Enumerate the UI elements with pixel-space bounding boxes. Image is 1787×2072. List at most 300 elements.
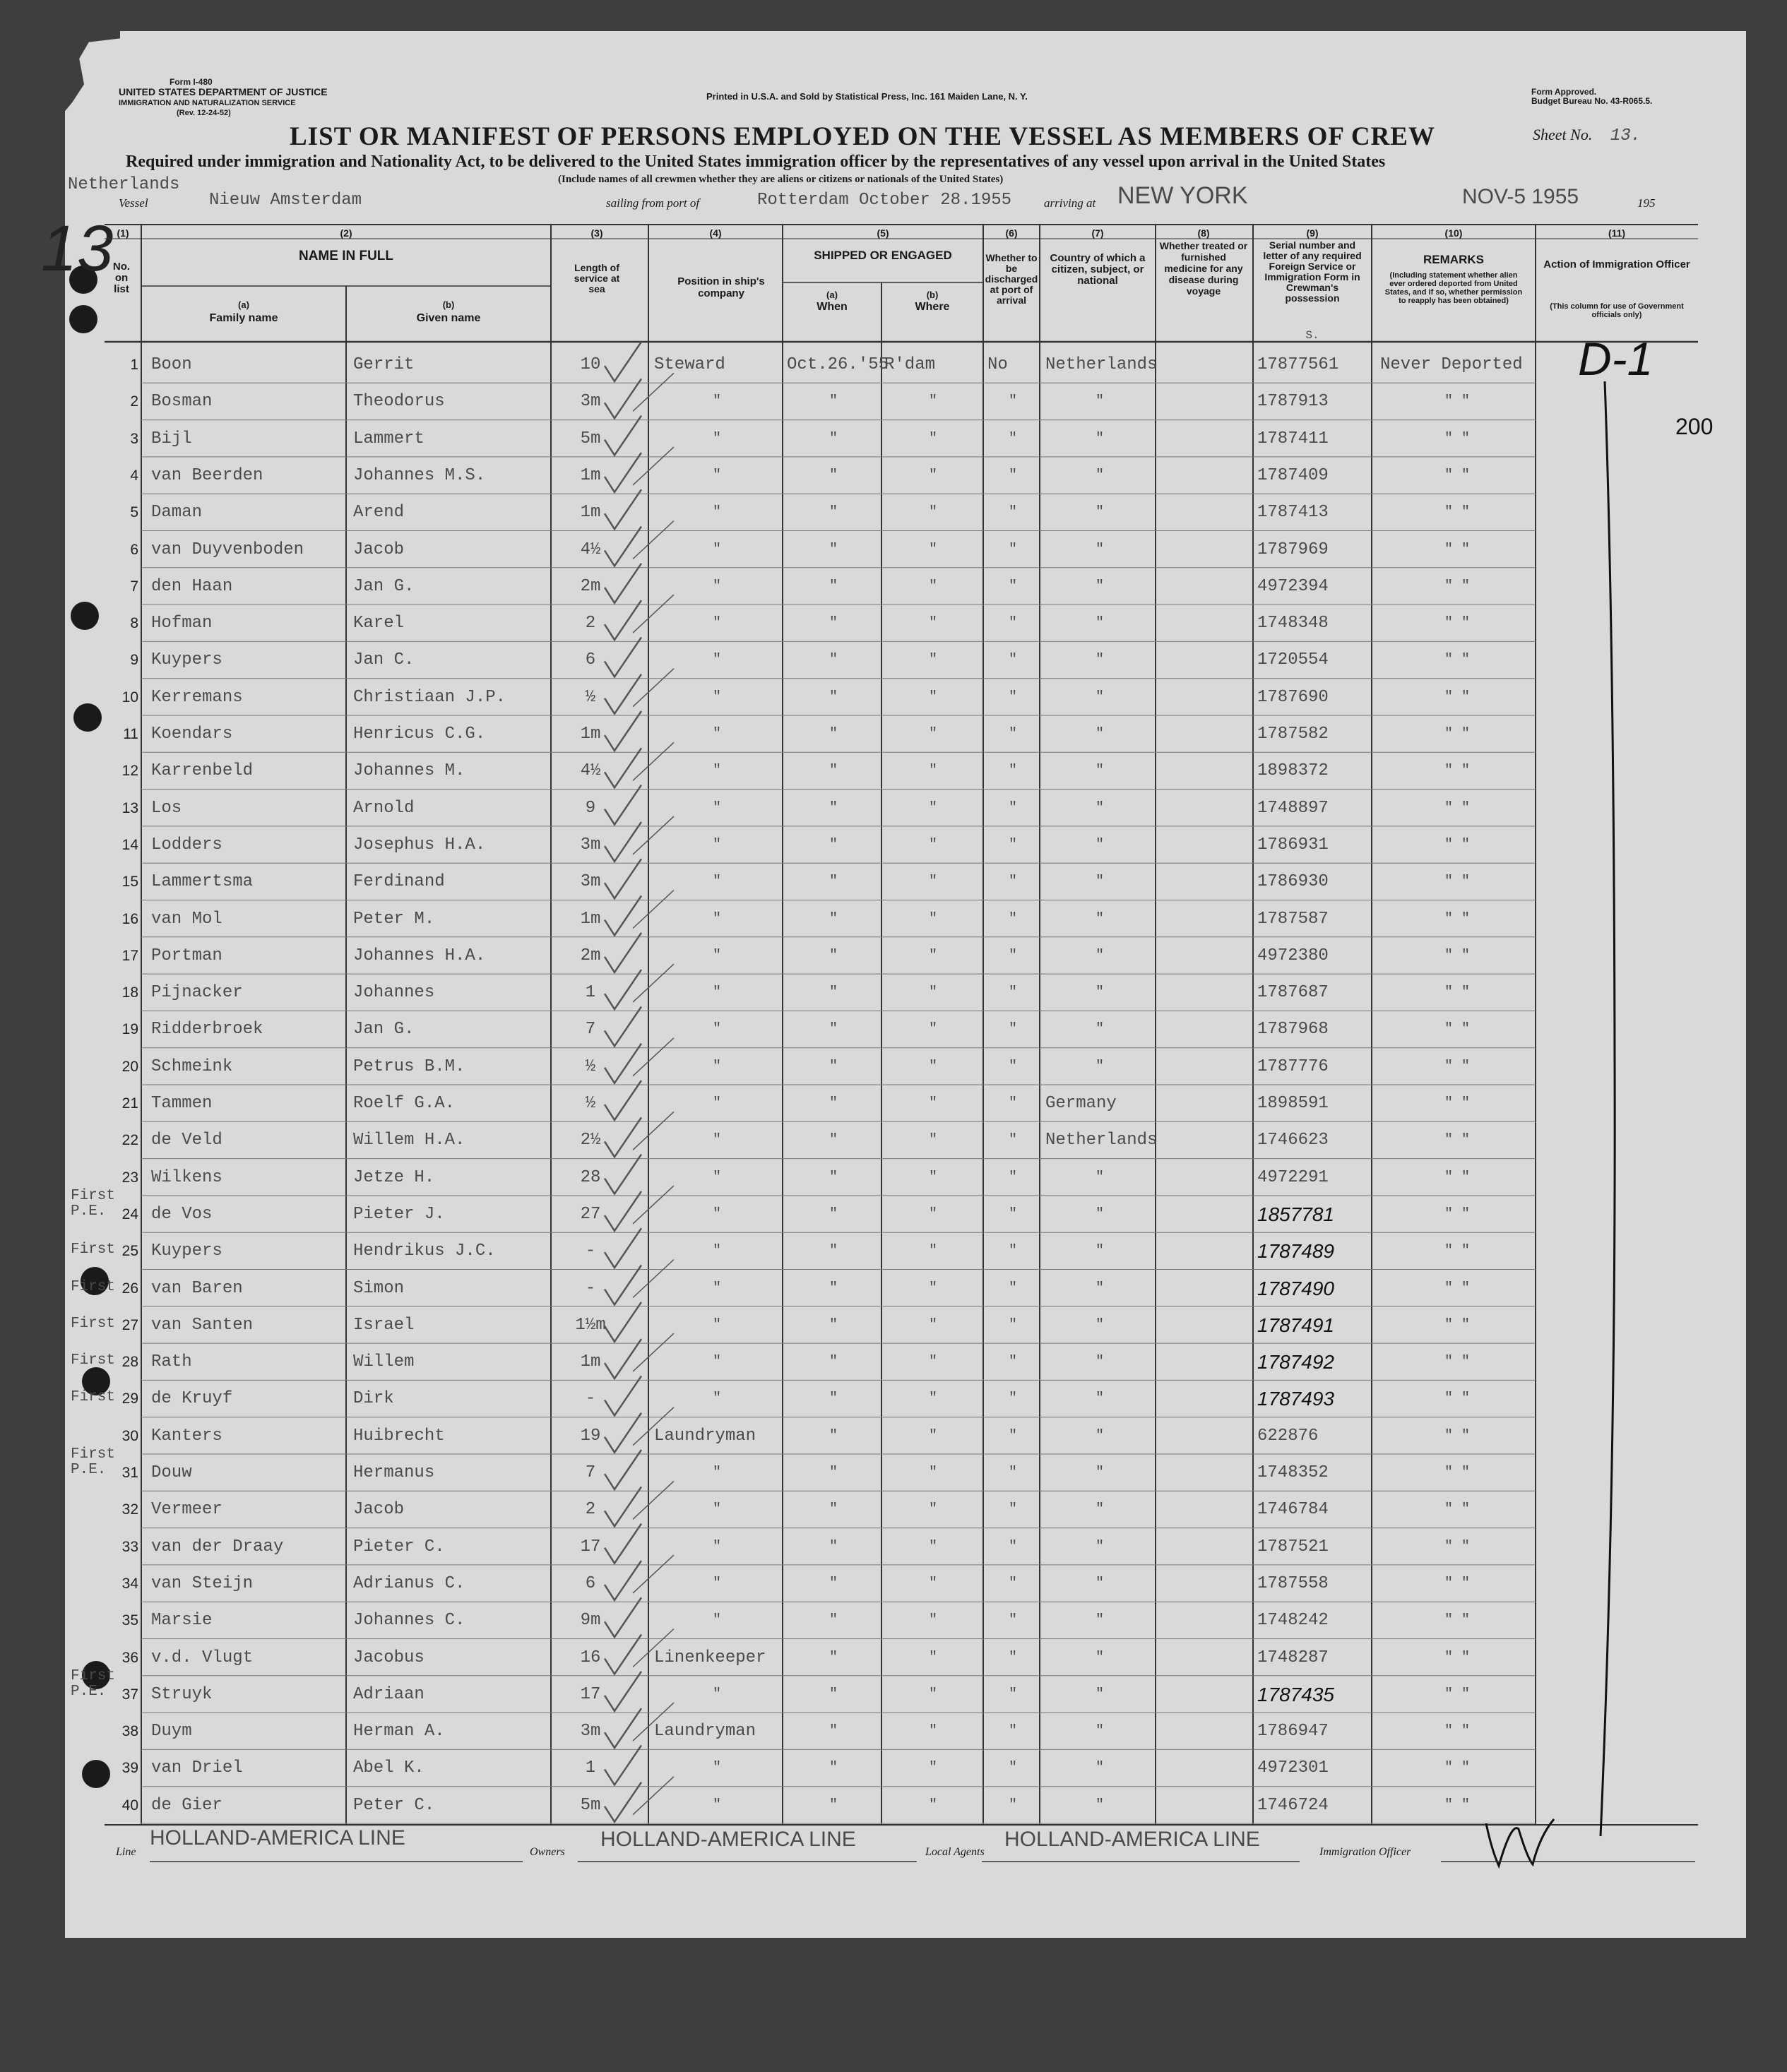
cell-serial: 1898372 xyxy=(1257,761,1329,781)
page-subnote: (Include names of all crewmen whether they are aliens or citizens or nationals of the United States) xyxy=(558,174,1004,185)
cell-family: Kuypers xyxy=(151,650,222,670)
cell-where: " xyxy=(928,1465,937,1481)
cell-country: " xyxy=(1095,910,1104,927)
cell-discharged: " xyxy=(1008,726,1017,742)
cell-given: Jacobus xyxy=(353,1648,425,1667)
cell-position: " xyxy=(712,1021,721,1038)
cell-position: Linenkeeper xyxy=(654,1648,766,1667)
cell-family: Bosman xyxy=(151,392,213,412)
col-length-header: Length of service at sea xyxy=(574,262,620,294)
cell-when: " xyxy=(829,1095,838,1112)
cell-serial: 1748352 xyxy=(1257,1463,1329,1482)
cell-discharged: " xyxy=(1008,763,1017,780)
cell-given: Jetze H. xyxy=(353,1167,435,1187)
cell-position: " xyxy=(712,1391,721,1407)
row-number: 33 xyxy=(121,1538,138,1555)
cell-country: " xyxy=(1095,1354,1104,1371)
cell-discharged: " xyxy=(1008,1797,1017,1814)
cell-country: Netherlands xyxy=(1045,1131,1158,1150)
col-where-b: (b) xyxy=(926,290,939,300)
cell-discharged: " xyxy=(1008,430,1017,447)
arriving-at: NEW YORK xyxy=(1117,182,1248,209)
cell-remarks: " " xyxy=(1444,1797,1470,1814)
cell-serial: 1787587 xyxy=(1257,909,1329,929)
cell-discharged: " xyxy=(1008,541,1017,558)
col-10-number: (10) xyxy=(1444,227,1463,239)
cell-length: 1m xyxy=(580,465,601,485)
department-name: UNITED STATES DEPARTMENT OF JUSTICE xyxy=(119,86,328,97)
cell-when: " xyxy=(829,1132,838,1149)
cell-where: " xyxy=(928,689,937,705)
cell-family: Pijnacker xyxy=(151,983,243,1003)
punch-hole xyxy=(73,703,102,732)
cell-family: Marsie xyxy=(151,1611,213,1631)
cell-length: 27 xyxy=(580,1204,601,1224)
cell-where: " xyxy=(928,1723,937,1740)
cell-discharged: " xyxy=(1008,1501,1017,1518)
cell-discharged: " xyxy=(1008,1612,1017,1629)
page-title: LIST OR MANIFEST OF PERSONS EMPLOYED ON THE VESSEL AS MEMBERS OF CREW xyxy=(290,122,1435,151)
cell-when: " xyxy=(829,1243,838,1260)
cell-given: Jacob xyxy=(353,1500,405,1520)
cell-position: " xyxy=(712,726,721,742)
cell-length: 4½ xyxy=(580,761,601,781)
cell-remarks: " " xyxy=(1444,1649,1470,1666)
cell-given: Johannes C. xyxy=(353,1611,465,1631)
cell-length: 3m xyxy=(580,835,601,855)
cell-country: " xyxy=(1095,947,1104,964)
cell-family: Duym xyxy=(151,1722,192,1741)
cell-given: Lammert xyxy=(353,429,425,448)
cell-serial: 1787491 xyxy=(1257,1314,1335,1336)
cell-serial: 1787411 xyxy=(1257,429,1329,448)
service-name: IMMIGRATION AND NATURALIZATION SERVICE xyxy=(119,99,296,107)
cell-discharged: " xyxy=(1008,947,1017,964)
cell-given: Arend xyxy=(353,503,405,523)
cell-discharged: " xyxy=(1008,1538,1017,1555)
col-serial-header: Serial number and letter of any required Foreign Service or Immigration Form in Crewman's possession xyxy=(1263,239,1362,304)
cell-serial: 1787687 xyxy=(1257,983,1329,1003)
cell-where: " xyxy=(928,1132,937,1149)
row-prefix: First xyxy=(71,1242,116,1258)
cell-remarks: " " xyxy=(1444,1169,1470,1186)
cell-where: " xyxy=(928,874,937,891)
cell-remarks: " " xyxy=(1444,430,1470,447)
cell-when: " xyxy=(829,1021,838,1038)
cell-length: 10 xyxy=(580,355,601,374)
col-remarks-header: REMARKS xyxy=(1423,253,1484,266)
cell-serial: 1787435 xyxy=(1257,1683,1335,1705)
cell-country: " xyxy=(1095,652,1104,669)
cell-where: " xyxy=(928,467,937,484)
row-number: 20 xyxy=(121,1058,138,1075)
cell-discharged: " xyxy=(1008,652,1017,669)
cell-position: " xyxy=(712,1169,721,1186)
cell-when: " xyxy=(829,763,838,780)
cell-serial: 1787489 xyxy=(1257,1240,1335,1263)
cell-family: Boon xyxy=(151,355,192,374)
cell-family: van Duyvenboden xyxy=(151,540,304,559)
cell-discharged: " xyxy=(1008,836,1017,853)
cell-discharged: " xyxy=(1008,1354,1017,1371)
cell-where: " xyxy=(928,578,937,595)
cell-country: " xyxy=(1095,393,1104,410)
cell-country: " xyxy=(1095,1058,1104,1075)
cell-where: " xyxy=(928,947,937,964)
cell-length: 6 xyxy=(585,650,596,670)
cell-length: 1m xyxy=(580,725,601,744)
cell-country: " xyxy=(1095,1612,1104,1629)
cell-length: ½ xyxy=(585,1056,596,1076)
cell-length: ½ xyxy=(585,687,596,707)
row-number: 10 xyxy=(121,689,138,705)
cell-where: " xyxy=(928,1538,937,1555)
footer-owners-label: Owners xyxy=(530,1846,565,1858)
cell-position: " xyxy=(712,1612,721,1629)
cell-length: 9 xyxy=(585,798,596,818)
cell-given: Hendrikus J.C. xyxy=(353,1242,496,1261)
row-number: 36 xyxy=(121,1649,138,1666)
cell-position: " xyxy=(712,947,721,964)
row-number: 19 xyxy=(121,1021,138,1038)
cell-remarks: " " xyxy=(1444,726,1470,742)
cell-position: " xyxy=(712,1501,721,1518)
row-number: 18 xyxy=(121,984,138,1001)
cell-given: Peter M. xyxy=(353,909,435,929)
cell-serial: 1787558 xyxy=(1257,1573,1329,1593)
row-number: 7 xyxy=(130,578,138,595)
cell-given: Israel xyxy=(353,1315,415,1335)
col-where-header: Where xyxy=(915,301,950,313)
cell-family: Karrenbeld xyxy=(151,761,254,781)
cell-where: " xyxy=(928,1575,937,1592)
cell-country: " xyxy=(1095,1316,1104,1333)
cell-given: Abel K. xyxy=(353,1758,425,1778)
sheet-number-label: Sheet No. xyxy=(1533,126,1593,143)
cell-where: " xyxy=(928,1760,937,1777)
cell-discharged: " xyxy=(1008,578,1017,595)
cell-discharged: " xyxy=(1008,467,1017,484)
cell-given: Johannes xyxy=(353,983,435,1003)
cell-serial: 1787690 xyxy=(1257,687,1329,707)
cell-family: Rath xyxy=(151,1352,192,1372)
cell-family: Koendars xyxy=(151,725,233,744)
form-number: Form I-480 xyxy=(170,77,213,87)
cell-position: " xyxy=(712,874,721,891)
punch-hole xyxy=(69,305,97,333)
punch-hole xyxy=(71,602,99,630)
col-shipped-header: SHIPPED OR ENGAGED xyxy=(814,249,952,262)
cell-where: " xyxy=(928,1686,937,1703)
row-number: 29 xyxy=(121,1391,138,1407)
cell-discharged: " xyxy=(1008,1686,1017,1703)
cell-when: " xyxy=(829,947,838,964)
cell-remarks: " " xyxy=(1444,689,1470,705)
cell-country: " xyxy=(1095,763,1104,780)
cell-country: " xyxy=(1095,1427,1104,1444)
cell-family: van Baren xyxy=(151,1278,243,1298)
cell-length: - xyxy=(585,1389,596,1409)
col-4-number: (4) xyxy=(709,227,722,239)
cell-given: Hermanus xyxy=(353,1463,435,1482)
cell-given: Henricus C.G. xyxy=(353,725,486,744)
cell-remarks: " " xyxy=(1444,836,1470,853)
cell-position: " xyxy=(712,578,721,595)
cell-discharged: " xyxy=(1008,393,1017,410)
col-action-header: Action of Immigration Officer xyxy=(1543,258,1690,270)
cell-length: 5m xyxy=(580,429,601,448)
cell-position: " xyxy=(712,467,721,484)
cell-country: " xyxy=(1095,1465,1104,1481)
cell-remarks: " " xyxy=(1444,652,1470,669)
cell-where: " xyxy=(928,763,937,780)
cell-remarks: " " xyxy=(1444,874,1470,891)
cell-serial: 4972291 xyxy=(1257,1167,1329,1187)
col-2-number: (2) xyxy=(340,227,352,239)
cell-when: " xyxy=(829,578,838,595)
cell-length: - xyxy=(585,1242,596,1261)
cell-position: " xyxy=(712,504,721,521)
cell-length: 17 xyxy=(580,1684,601,1704)
cell-remarks: " " xyxy=(1444,1021,1470,1038)
row-number: 12 xyxy=(121,763,138,780)
cell-remarks: " " xyxy=(1444,1391,1470,1407)
cell-family: van Driel xyxy=(151,1758,243,1778)
row-number: 26 xyxy=(121,1280,138,1297)
cell-length: 1m xyxy=(580,909,601,929)
cell-position: Steward xyxy=(654,355,725,374)
cell-where: " xyxy=(928,541,937,558)
cell-position: " xyxy=(712,1316,721,1333)
cell-length: 1 xyxy=(585,1758,596,1778)
cell-country: " xyxy=(1095,1538,1104,1555)
vessel-label: Vessel xyxy=(119,196,148,210)
cell-position: " xyxy=(712,1354,721,1371)
cell-length: 6 xyxy=(585,1573,596,1593)
cell-remarks: " " xyxy=(1444,1243,1470,1260)
col-7-number: (7) xyxy=(1091,227,1104,239)
footer-officer-label: Immigration Officer xyxy=(1319,1846,1411,1858)
cell-discharged: " xyxy=(1008,1427,1017,1444)
row-number: 24 xyxy=(121,1205,138,1222)
cell-given: Willem H.A. xyxy=(353,1131,465,1150)
cell-serial: 1787969 xyxy=(1257,540,1329,559)
margin-handwritten-number: 13 xyxy=(41,213,114,285)
cell-length: 3m xyxy=(580,1722,601,1741)
cell-where: " xyxy=(928,504,937,521)
cell-position: " xyxy=(712,430,721,447)
cell-remarks: " " xyxy=(1444,578,1470,595)
row-number: 32 xyxy=(121,1501,138,1518)
cell-when: " xyxy=(829,541,838,558)
cell-when: " xyxy=(829,1649,838,1666)
cell-given: Johannes M.S. xyxy=(353,465,486,485)
cell-where: " xyxy=(928,430,937,447)
cell-when: " xyxy=(829,874,838,891)
cell-family: Lammertsma xyxy=(151,872,254,892)
cell-family: Ridderbroek xyxy=(151,1020,263,1040)
cell-where: " xyxy=(928,1797,937,1814)
cell-country: " xyxy=(1095,578,1104,595)
cell-position: " xyxy=(712,763,721,780)
col-when-header: When xyxy=(817,301,848,313)
cell-discharged: " xyxy=(1008,1760,1017,1777)
row-number: 11 xyxy=(123,726,138,742)
cell-when: " xyxy=(829,689,838,705)
cell-serial: 1746623 xyxy=(1257,1131,1329,1150)
cell-when: " xyxy=(829,1723,838,1740)
cell-serial: 1748348 xyxy=(1257,614,1329,633)
cell-position: " xyxy=(712,1465,721,1481)
cell-where: " xyxy=(928,1280,937,1297)
cell-serial: 1720554 xyxy=(1257,650,1329,670)
cell-family: Wilkens xyxy=(151,1167,222,1187)
cell-serial: 4972301 xyxy=(1257,1758,1329,1778)
cell-country: " xyxy=(1095,1501,1104,1518)
footer-line-value: HOLLAND-AMERICA LINE xyxy=(150,1826,405,1850)
col-remarks-note: (Including statement whether alien ever ordered deported from United States, and if so, whether permission to reapply has been obtained) xyxy=(1384,271,1523,305)
cell-remarks: " " xyxy=(1444,1205,1470,1222)
cell-when: " xyxy=(829,1501,838,1518)
cell-country: " xyxy=(1095,1723,1104,1740)
cell-where: " xyxy=(928,799,937,816)
cell-family: van der Draay xyxy=(151,1537,284,1556)
vessel-flag: Netherlands xyxy=(68,175,180,194)
cell-when: " xyxy=(829,430,838,447)
cell-when: " xyxy=(829,467,838,484)
cell-serial: 1787582 xyxy=(1257,725,1329,744)
col-family-a: (a) xyxy=(238,299,249,310)
cell-position: " xyxy=(712,1095,721,1112)
cell-remarks: " " xyxy=(1444,393,1470,410)
cell-remarks: " " xyxy=(1444,799,1470,816)
cell-remarks: " " xyxy=(1444,763,1470,780)
cell-when: " xyxy=(829,1427,838,1444)
cell-serial: 17877561 xyxy=(1257,355,1339,374)
sheet-number-field xyxy=(1533,126,1641,145)
cell-when: " xyxy=(829,1465,838,1481)
cell-when: " xyxy=(829,726,838,742)
cell-when: " xyxy=(829,1612,838,1629)
cell-family: v.d. Vlugt xyxy=(151,1648,254,1667)
cell-length: 2 xyxy=(585,1500,596,1520)
cell-length: 1m xyxy=(580,503,601,523)
cell-when: " xyxy=(829,393,838,410)
cell-where: R'dam xyxy=(884,355,936,374)
cell-discharged: " xyxy=(1008,1280,1017,1297)
cell-when: " xyxy=(829,504,838,521)
cell-remarks: " " xyxy=(1444,1723,1470,1740)
row-number: 4 xyxy=(130,467,138,484)
cell-serial: 1786930 xyxy=(1257,872,1329,892)
row-number: 21 xyxy=(121,1095,138,1112)
row-number: 28 xyxy=(121,1354,138,1371)
cell-remarks: " " xyxy=(1444,541,1470,558)
cell-serial: 1898591 xyxy=(1257,1094,1329,1113)
cell-remarks: " " xyxy=(1444,984,1470,1001)
cell-discharged: " xyxy=(1008,1465,1017,1481)
cell-given: Jan C. xyxy=(353,650,415,670)
cell-family: van Steijn xyxy=(151,1573,254,1593)
cell-country: " xyxy=(1095,615,1104,632)
cell-serial: 1786931 xyxy=(1257,835,1329,855)
row-number: 14 xyxy=(121,836,138,853)
footer-agents-value: HOLLAND-AMERICA LINE xyxy=(1004,1828,1260,1851)
cell-country: " xyxy=(1095,467,1104,484)
cell-country: " xyxy=(1095,836,1104,853)
col-action-note: (This column for use of Government officials only) xyxy=(1550,302,1684,319)
cell-country: " xyxy=(1095,1575,1104,1592)
cell-when: " xyxy=(829,1538,838,1555)
cell-discharged: " xyxy=(1008,615,1017,632)
cell-serial: 1787913 xyxy=(1257,392,1329,412)
form-revision: (Rev. 12-24-52) xyxy=(177,109,231,117)
cell-where: " xyxy=(928,652,937,669)
cell-family: Douw xyxy=(151,1463,192,1482)
cell-discharged: " xyxy=(1008,1132,1017,1149)
cell-country: Germany xyxy=(1045,1094,1117,1113)
cell-length: 2m xyxy=(580,946,601,965)
cell-discharged: " xyxy=(1008,1021,1017,1038)
cell-family: Struyk xyxy=(151,1684,213,1704)
row-prefix: First xyxy=(71,1389,116,1406)
cell-given: Johannes M. xyxy=(353,761,465,781)
action-mark: D-1 xyxy=(1578,333,1654,385)
cell-serial: 1787776 xyxy=(1257,1056,1329,1076)
cell-given: Willem xyxy=(353,1352,415,1372)
cell-discharged: " xyxy=(1008,1575,1017,1592)
row-number: 15 xyxy=(121,874,138,891)
cell-length: 3m xyxy=(580,392,601,412)
cell-country: " xyxy=(1095,1021,1104,1038)
cell-serial: 1787968 xyxy=(1257,1020,1329,1040)
col-discharged-header: Whether to be discharged at port of arrival xyxy=(985,252,1038,306)
row-number: 3 xyxy=(130,430,138,447)
cell-discharged: " xyxy=(1008,1649,1017,1666)
cell-discharged: " xyxy=(1008,1723,1017,1740)
col-no-on-list-header: No. on list xyxy=(112,261,131,295)
cell-family: van Santen xyxy=(151,1315,254,1335)
cell-country: " xyxy=(1095,1649,1104,1666)
cell-where: " xyxy=(928,1169,937,1186)
row-prefix: First xyxy=(71,1278,116,1295)
cell-where: " xyxy=(928,910,937,927)
cell-serial: 1787492 xyxy=(1257,1351,1335,1374)
cell-remarks: " " xyxy=(1444,1058,1470,1075)
cell-family: de Kruyf xyxy=(151,1389,233,1409)
cell-serial: 4972380 xyxy=(1257,946,1329,965)
cell-when: Oct.26.'55 xyxy=(787,355,889,374)
row-number: 30 xyxy=(121,1427,138,1444)
footer-line-label: Line xyxy=(116,1846,136,1858)
sheet-number-value: 13. xyxy=(1610,126,1641,145)
cell-serial: 1748287 xyxy=(1257,1648,1329,1667)
cell-when: " xyxy=(829,1575,838,1592)
cell-country: " xyxy=(1095,541,1104,558)
cell-remarks: " " xyxy=(1444,504,1470,521)
vessel-name: Nieuw Amsterdam xyxy=(209,191,362,210)
col-when-a: (a) xyxy=(826,290,838,300)
col-country-header: Country of which a citizen, subject, or national xyxy=(1050,252,1146,287)
cell-country: " xyxy=(1095,1760,1104,1777)
col-5-number: (5) xyxy=(877,227,889,239)
cell-position: " xyxy=(712,1132,721,1149)
col-6-number: (6) xyxy=(1005,227,1018,239)
cell-where: " xyxy=(928,393,937,410)
cell-length: 5m xyxy=(580,1795,601,1815)
cell-where: " xyxy=(928,1205,937,1222)
page-subtitle: Required under immigration and Nationality Act, to be delivered to the United States immigration officer by the representatives of any vessel upon arrival in the United States xyxy=(126,153,1386,171)
